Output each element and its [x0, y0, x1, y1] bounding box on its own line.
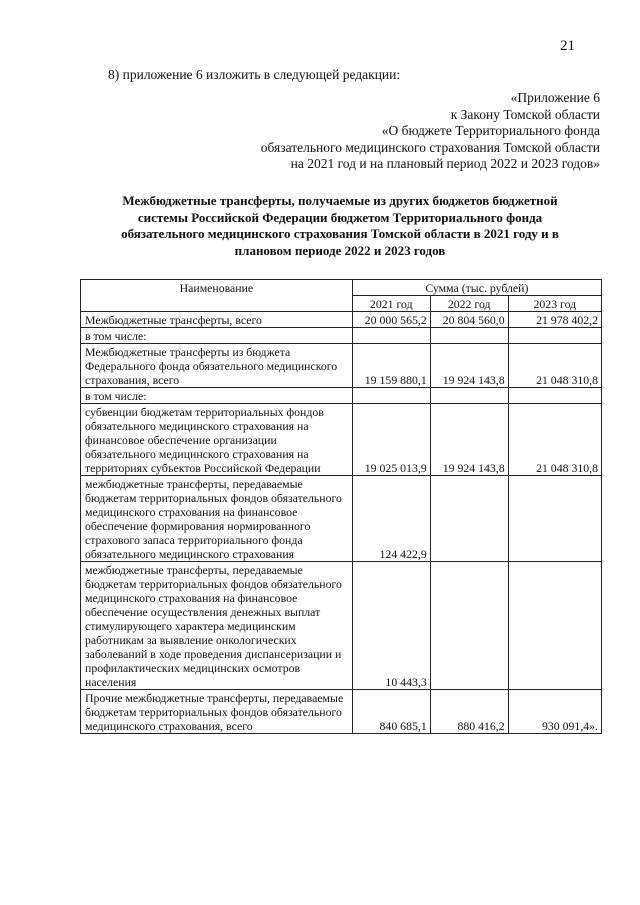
row-value-2023 — [508, 328, 601, 344]
appendix-header-line: «Приложение 6 — [510, 90, 600, 105]
title-line: плановом периоде 2022 и 2023 годов — [234, 242, 446, 258]
row-value-2022: 19 924 143,8 — [430, 344, 508, 388]
table-row — [81, 476, 602, 562]
appendix-header-line: к Закону Томской области — [450, 106, 600, 122]
row-value-2022 — [430, 388, 508, 404]
row-value-2023 — [508, 388, 601, 404]
row-value-2021: 20 000 565,2 — [352, 312, 430, 328]
row-value-2022 — [430, 476, 508, 562]
table-row — [81, 328, 602, 344]
row-value-2021: 10 443,3 — [352, 562, 430, 690]
row-value-2023 — [508, 562, 601, 690]
header-year-2021: 2021 год — [352, 296, 430, 312]
appendix-header-line: обязательного медицинского страхования Томской области — [260, 139, 600, 155]
table-row — [81, 312, 602, 328]
header-year-2022: 2022 год — [430, 296, 508, 312]
title-line: Межбюджетные трансферты, получаемые из других бюджетов бюджетной — [122, 193, 558, 208]
row-value-2023 — [508, 476, 601, 562]
appendix-header-line: «О бюджете Территориального фонда — [381, 123, 600, 139]
appendix-header — [180, 90, 600, 173]
row-name: в том числе: — [81, 388, 353, 404]
header-name-cell: Наименование — [81, 280, 353, 312]
row-name: Межбюджетные трансферты из бюджета Федерального фонда обязательного медицинского страхования, всего — [81, 344, 353, 388]
table-row — [81, 388, 602, 404]
title-line: обязательного медицинского страхования Томской области в 2021 году и в — [121, 226, 559, 241]
row-value-2022 — [430, 562, 508, 690]
row-value-2021: 19 159 880,1 — [352, 344, 430, 388]
row-name: Межбюджетные трансферты, всего — [81, 312, 353, 328]
header-year-2023: 2023 год — [508, 296, 601, 312]
table-row — [81, 344, 602, 388]
title-line: системы Российской Федерации бюджетом Территориального фонда — [137, 209, 543, 225]
appendix-header-line: на 2021 год и на плановый период 2022 и 2023 годов» — [290, 156, 600, 172]
header-sum-cell: Сумма (тыс. рублей) — [352, 280, 601, 296]
row-value-2023: 930 091,4». — [508, 690, 601, 734]
row-value-2023: 21 048 310,8 — [508, 344, 601, 388]
page-number: 21 — [560, 38, 575, 54]
table-header-row — [81, 280, 602, 296]
amendment-intro: 8) приложение 6 изложить в следующей редакции: — [108, 67, 401, 82]
row-name: субвенции бюджетам территориальных фондов обязательного медицинского страхования на финансовое обеспечение организации обязательного медицинского страхования на территориях субъектов Российской Федерации — [81, 404, 353, 476]
row-value-2021: 19 025 013,9 — [352, 404, 430, 476]
row-value-2021: 840 685,1 — [352, 690, 430, 734]
row-value-2023: 21 048 310,8 — [508, 404, 601, 476]
row-name: Прочие межбюджетные трансферты, передаваемые бюджетам территориальных фондов обязательного медицинского страхования, всего — [81, 690, 353, 734]
row-value-2021 — [352, 328, 430, 344]
row-value-2022: 880 416,2 — [430, 690, 508, 734]
table-row — [81, 690, 602, 734]
transfers-table — [80, 279, 602, 734]
row-name: межбюджетные трансферты, передаваемые бюджетам территориальных фондов обязательного медицинского страхования на финансовое обеспечение формирования нормированного страхового запаса территориального фонда обязательного медицинского страхования — [81, 476, 353, 562]
row-name: межбюджетные трансферты, передаваемые бюджетам территориальных фондов обязательного медицинского страхования на финансовое обеспечение осуществления денежных выплат стимулирующего характера медицинским работникам за выявление онкологических заболеваний в ходе проведения диспансеризации и профилактических медицинских осмотров населения — [81, 562, 353, 690]
row-value-2023: 21 978 402,2 — [508, 312, 601, 328]
table-row — [81, 562, 602, 690]
row-value-2022 — [430, 328, 508, 344]
document-title — [80, 193, 600, 259]
row-value-2022: 20 804 560,0 — [430, 312, 508, 328]
table-row — [81, 404, 602, 476]
row-value-2021: 124 422,9 — [352, 476, 430, 562]
row-value-2022: 19 924 143,8 — [430, 404, 508, 476]
row-value-2021 — [352, 388, 430, 404]
row-name: в том числе: — [81, 328, 353, 344]
